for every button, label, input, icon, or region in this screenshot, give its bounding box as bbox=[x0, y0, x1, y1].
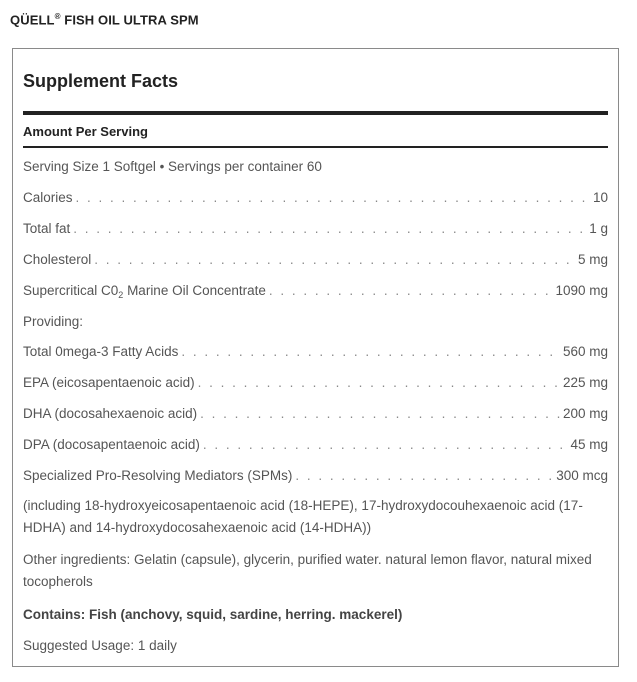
leader-dots bbox=[200, 404, 560, 424]
supplement-facts-heading: Supplement Facts bbox=[23, 71, 179, 91]
product-title bbox=[10, 12, 199, 27]
nutrient-name-suffix: Marine Oil Concentrate bbox=[123, 283, 266, 298]
nutrient-row-calories bbox=[23, 188, 608, 208]
nutrient-name: Calories bbox=[23, 190, 73, 205]
leader-dots bbox=[269, 281, 553, 301]
medium-divider bbox=[23, 146, 608, 148]
nutrient-row-marine-oil bbox=[23, 281, 608, 305]
nutrient-name: DPA (docosapentaenoic acid) bbox=[23, 437, 200, 452]
nutrient-amount: 1 g bbox=[589, 221, 608, 236]
leader-dots bbox=[181, 342, 560, 362]
nutrient-name: Total 0mega-3 Fatty Acids bbox=[23, 344, 179, 359]
other-ingredients: Other ingredients: Gelatin (capsule), glycerin, purified water. natural lemon flavor, natural mixed tocopherols bbox=[23, 552, 592, 589]
amount-per-serving-label: Amount Per Serving bbox=[23, 124, 148, 139]
nutrient-name: DHA (docosahexaenoic acid) bbox=[23, 406, 198, 421]
nutrient-amount: 45 mg bbox=[570, 437, 608, 452]
providing-label: Providing: bbox=[23, 314, 84, 329]
nutrient-row-dha bbox=[23, 404, 608, 424]
nutrient-name bbox=[23, 281, 266, 305]
nutrient-row-cholesterol bbox=[23, 250, 608, 270]
nutrient-row-omega-3 bbox=[23, 342, 608, 362]
nutrient-amount: 10 bbox=[592, 190, 608, 205]
nutrient-row-total-fat bbox=[23, 219, 608, 239]
serving-info: Serving Size 1 Softgel • Servings per container 60 bbox=[23, 159, 322, 174]
supplement-facts-panel bbox=[12, 48, 619, 667]
product-title-prefix: QÜELL bbox=[10, 12, 55, 28]
nutrient-row-dpa bbox=[23, 435, 608, 455]
nutrient-row-spms bbox=[23, 466, 608, 486]
leader-dots bbox=[94, 250, 575, 270]
suggested-usage: Suggested Usage: 1 daily bbox=[23, 638, 177, 653]
nutrient-name: Cholesterol bbox=[23, 252, 92, 267]
nutrient-name: Specialized Pro-Resolving Mediators (SPMs) bbox=[23, 468, 293, 483]
product-title-suffix: FISH OIL ULTRA SPM bbox=[60, 12, 199, 28]
nutrient-amount: 225 mg bbox=[562, 375, 608, 390]
nutrient-amount: 5 mg bbox=[577, 252, 608, 267]
nutrient-amount: 1090 mg bbox=[555, 283, 608, 298]
subscript-two: 2 bbox=[118, 290, 124, 300]
nutrient-name: Total fat bbox=[23, 221, 71, 236]
nutrient-row-epa bbox=[23, 373, 608, 393]
nutrient-amount: 300 mcg bbox=[556, 468, 608, 483]
leader-dots bbox=[73, 219, 586, 239]
leader-dots bbox=[295, 466, 553, 486]
contains-allergens: Contains: Fish (anchovy, squid, sardine, herring. mackerel) bbox=[23, 607, 403, 622]
nutrient-amount: 200 mg bbox=[562, 406, 608, 421]
leader-dots bbox=[198, 373, 560, 393]
nutrient-amount: 560 mg bbox=[562, 344, 608, 359]
including-note: (including 18-hydroxyeicosapentaenoic acid (18-HEPE), 17-hydroxydocouhexaenoic acid (17-HDHA) and 14-hydroxydocosahexaenoic acid (14-HDHA)) bbox=[23, 498, 583, 535]
thick-divider bbox=[23, 111, 608, 115]
leader-dots bbox=[203, 435, 568, 455]
leader-dots bbox=[76, 188, 590, 208]
registered-mark: ® bbox=[54, 12, 61, 21]
nutrient-name-prefix: Supercritical C0 bbox=[23, 283, 119, 298]
nutrient-name: EPA (eicosapentaenoic acid) bbox=[23, 375, 195, 390]
